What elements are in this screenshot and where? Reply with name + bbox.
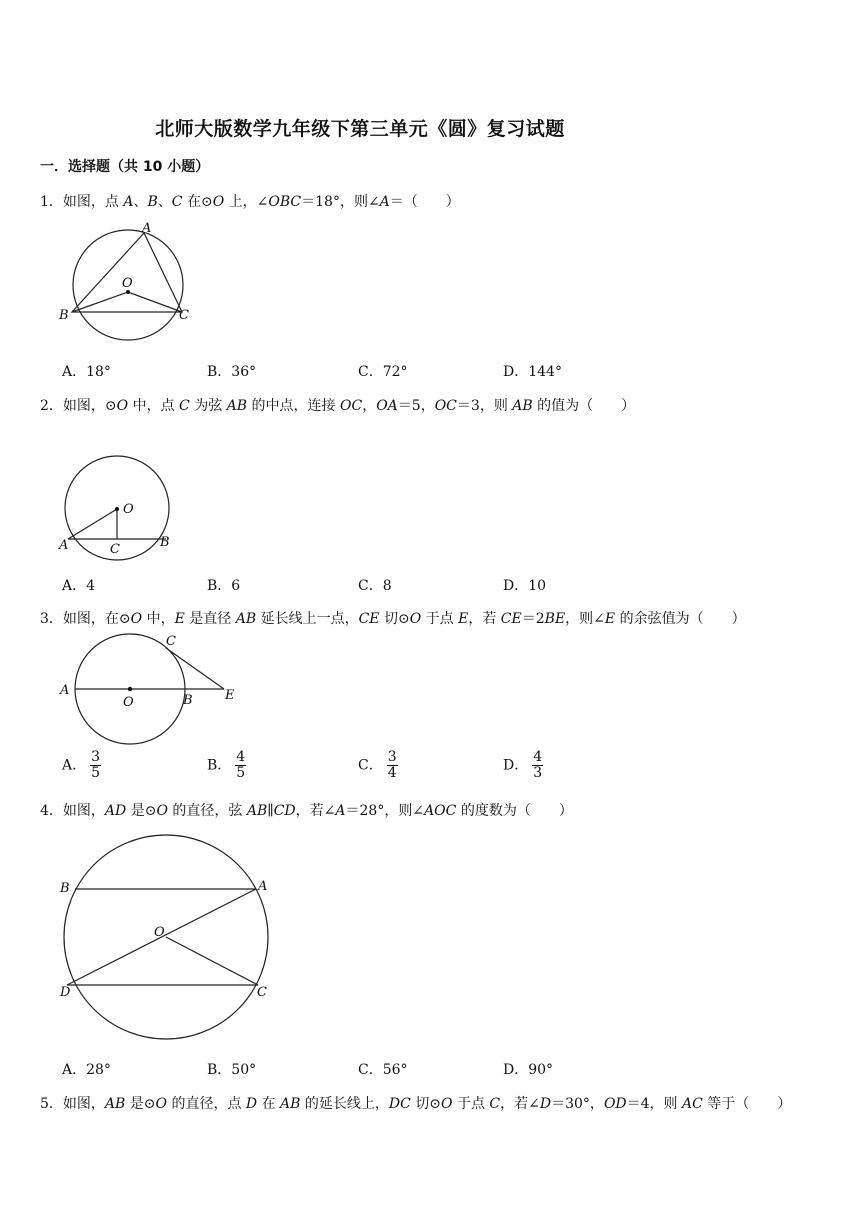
- math-variable: C: [179, 398, 190, 414]
- text-segment: ＝（ ）: [389, 194, 460, 210]
- text-segment: 于点: [421, 611, 459, 627]
- label-o: O: [154, 925, 165, 940]
- text-segment: 如图，: [62, 1096, 105, 1112]
- option-b[interactable]: B． $\frac{4}{5}$: [207, 749, 246, 781]
- segment-oc: [166, 937, 258, 985]
- label-b: B: [60, 881, 70, 896]
- text-segment: ，若: [468, 611, 501, 627]
- question-number: 2．: [40, 398, 63, 414]
- math-variable: O: [156, 803, 168, 819]
- text-segment: ＝5，: [397, 398, 435, 414]
- text-segment: 延长线上一点，: [256, 611, 359, 627]
- label-o: O: [122, 276, 133, 291]
- math-variable: B: [147, 194, 158, 210]
- text-segment: 在⊙: [182, 194, 213, 210]
- math-variable: O: [409, 611, 422, 627]
- text-segment: 是⊙: [126, 803, 157, 819]
- figure-q1: [58, 218, 198, 333]
- math-variable: A: [123, 194, 134, 210]
- math-variable: AB: [512, 398, 533, 414]
- text-segment: 的直径，点: [167, 1096, 246, 1112]
- math-variable: C: [489, 1096, 501, 1112]
- math-variable: O: [130, 611, 143, 627]
- text-segment: 、: [133, 194, 148, 210]
- question-text: [63, 611, 746, 627]
- math-variable: AB: [104, 1096, 126, 1112]
- math-variable: A: [335, 803, 346, 819]
- tangent-ce: [166, 648, 224, 689]
- math-variable: D: [245, 1096, 258, 1112]
- text-segment: 的中点，连接: [247, 398, 340, 414]
- option-b[interactable]: B．36°: [207, 364, 257, 380]
- question-3: [40, 608, 746, 628]
- math-variable: AB: [246, 803, 268, 819]
- option-a[interactable]: A． $\frac{3}{5}$: [62, 749, 101, 781]
- label-c: C: [166, 634, 176, 649]
- question-text: [63, 803, 573, 819]
- text-segment: ，则∠: [565, 611, 605, 627]
- section-heading: 一．选择题（共 10 小题）: [40, 159, 210, 175]
- math-variable: CD: [273, 803, 296, 819]
- math-variable: OA: [376, 398, 398, 414]
- math-variable: DC: [388, 1096, 411, 1112]
- label-o: O: [123, 695, 134, 710]
- question-number: 4．: [40, 803, 63, 819]
- text-segment: ，若∠: [500, 1096, 540, 1112]
- question-4: [40, 800, 573, 820]
- text-segment: 等于（ ）: [702, 1096, 792, 1112]
- text-segment: 为弦: [189, 398, 227, 414]
- option-a[interactable]: A．18°: [62, 364, 111, 380]
- segment-oa: [68, 509, 117, 539]
- option-a[interactable]: A．4: [62, 578, 96, 594]
- option-c[interactable]: C．8: [358, 578, 392, 594]
- math-variable: CE: [358, 611, 380, 627]
- center-point: [128, 687, 132, 691]
- text-segment: ＝4，则: [626, 1096, 682, 1112]
- question-5: [40, 1093, 791, 1113]
- text-segment: 切⊙: [410, 1096, 442, 1112]
- label-a: A: [59, 538, 69, 553]
- text-segment: ＝28°，则∠: [345, 803, 425, 819]
- label-c: C: [179, 308, 189, 323]
- question-number: 1．: [40, 194, 63, 210]
- figure-q3: [58, 632, 243, 712]
- option-c[interactable]: C．56°: [358, 1062, 408, 1078]
- math-variable: O: [155, 1096, 167, 1112]
- math-variable: O: [212, 194, 225, 210]
- question-1: [40, 191, 460, 211]
- math-variable: A: [379, 194, 390, 210]
- option-b[interactable]: B．50°: [207, 1062, 257, 1078]
- math-variable: O: [116, 398, 129, 414]
- option-c[interactable]: C． $\frac{3}{4}$: [358, 749, 397, 781]
- text-segment: 的余弦值为（ ）: [615, 611, 746, 627]
- math-variable: E: [174, 611, 185, 627]
- option-c[interactable]: C．72°: [358, 364, 408, 380]
- math-variable: AB: [235, 611, 257, 627]
- text-segment: 如图，: [62, 803, 105, 819]
- math-variable: OC: [339, 398, 363, 414]
- text-segment: ，: [362, 398, 377, 414]
- center-point: [115, 507, 119, 511]
- math-variable: E: [604, 611, 616, 627]
- text-segment: 的延长线上，: [300, 1096, 389, 1112]
- text-segment: ＝2: [521, 611, 545, 627]
- text-segment: 如图，⊙: [62, 398, 117, 414]
- math-variable: AD: [104, 803, 127, 819]
- text-segment: 如图，点: [62, 194, 124, 210]
- math-variable: AC: [682, 1096, 703, 1112]
- math-variable: AOC: [424, 803, 457, 819]
- math-variable: C: [171, 194, 183, 210]
- label-a: A: [60, 683, 70, 698]
- math-variable: D: [539, 1096, 552, 1112]
- question-text: [63, 194, 460, 210]
- math-variable: AB: [226, 398, 248, 414]
- text-segment: 、: [157, 194, 172, 210]
- question-2: [40, 395, 635, 415]
- text-segment: 在: [257, 1096, 281, 1112]
- math-variable: O: [441, 1096, 453, 1112]
- label-c: C: [110, 542, 120, 557]
- math-variable: OD: [603, 1096, 627, 1112]
- page-title: 北师大版数学九年级下第三单元《圆》复习试题: [155, 118, 565, 140]
- label-o: O: [123, 502, 134, 517]
- text-segment: ＝30°，: [551, 1096, 604, 1112]
- segment-bo-oc: [72, 292, 182, 312]
- text-segment: 的值为（ ）: [532, 398, 636, 414]
- question-number: 5．: [40, 1096, 63, 1112]
- question-number: 3．: [40, 611, 63, 627]
- label-a: A: [142, 221, 152, 236]
- text-segment: 如图，在⊙: [62, 611, 131, 627]
- text-segment: ＝3，则: [456, 398, 513, 414]
- text-segment: 切⊙: [379, 611, 410, 627]
- text-segment: 中，: [142, 611, 175, 627]
- figure-q4: [58, 832, 278, 1044]
- question-text: [63, 398, 635, 414]
- option-d[interactable]: D． $\frac{4}{3}$: [503, 749, 543, 781]
- text-segment: 中，点: [128, 398, 180, 414]
- label-e: E: [225, 688, 235, 703]
- text-segment: 于点: [452, 1096, 490, 1112]
- text-segment: ∥: [267, 803, 274, 819]
- math-variable: OC: [434, 398, 457, 414]
- text-segment: 上，∠: [224, 194, 269, 210]
- text-segment: 的度数为（ ）: [456, 803, 573, 819]
- figure-q2: [56, 452, 186, 562]
- text-segment: 是⊙: [125, 1096, 156, 1112]
- text-segment: ＝18°，则∠: [301, 194, 380, 210]
- text-segment: ，若∠: [295, 803, 336, 819]
- text-segment: 是直径: [184, 611, 236, 627]
- label-c: C: [257, 985, 267, 1000]
- text-segment: 的直径，弦: [167, 803, 247, 819]
- option-b[interactable]: B．6: [207, 578, 241, 594]
- option-d[interactable]: D．90°: [503, 1062, 554, 1078]
- option-d[interactable]: D．144°: [503, 364, 562, 380]
- math-variable: E: [458, 611, 469, 627]
- option-a[interactable]: A．28°: [62, 1062, 111, 1078]
- label-b: B: [59, 308, 69, 323]
- math-variable: OBC: [268, 194, 302, 210]
- question-text: [63, 1096, 791, 1112]
- option-d[interactable]: D．10: [503, 578, 547, 594]
- math-variable: AB: [280, 1096, 301, 1112]
- label-b: B: [160, 535, 170, 550]
- label-a: A: [258, 879, 268, 894]
- label-d: D: [60, 985, 71, 1000]
- label-b: B: [183, 693, 193, 708]
- math-variable: BE: [544, 611, 566, 627]
- math-variable: CE: [500, 611, 522, 627]
